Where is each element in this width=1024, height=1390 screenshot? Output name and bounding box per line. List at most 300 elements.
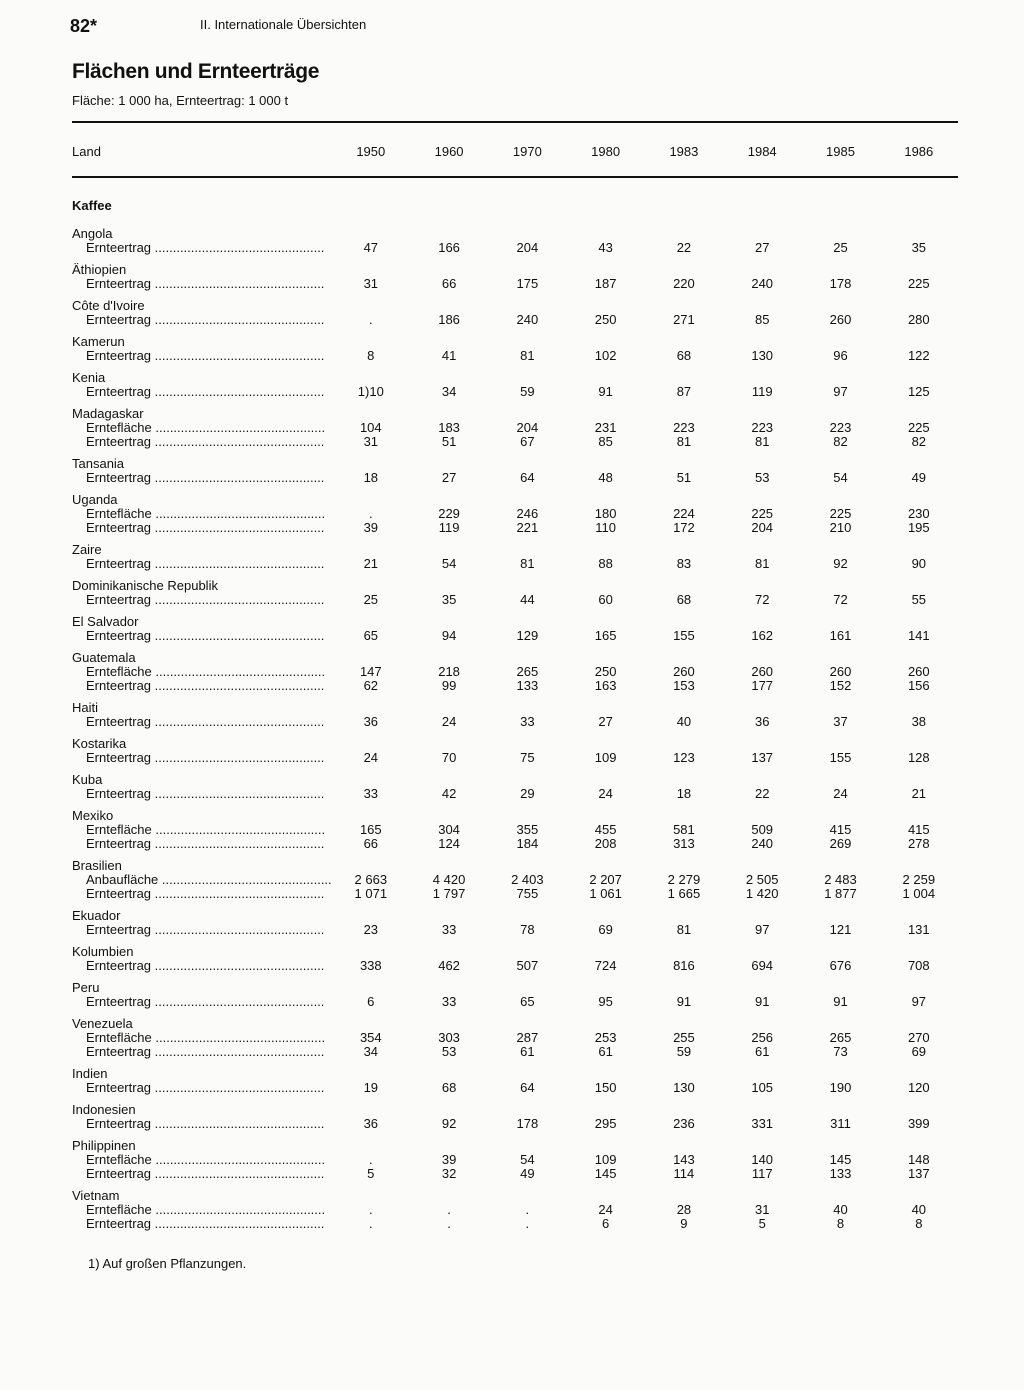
cell-value: 109 [594,750,617,765]
value-cell [332,535,410,571]
cell-value: 88 [598,556,613,571]
cell-value: 59 [520,384,535,399]
cell-value: 120 [907,1080,930,1095]
cell-value: 2 259 [902,872,936,887]
value-cell [488,1181,566,1231]
cell-value: 124 [438,836,460,851]
country-name: Tansania [72,456,125,471]
value-cell [488,729,566,765]
cell-value: 223 [751,420,774,435]
table-row [72,399,958,449]
cell-value: 65 [363,628,379,643]
cell-value: 221 [516,520,539,535]
cell-value: 68 [676,592,692,607]
cell-value: 21 [911,786,927,801]
cell-value: 69 [598,922,613,937]
value-cell [723,485,801,535]
value-cell [723,291,801,327]
cell-value: 210 [829,520,852,535]
cell-value: 278 [907,836,930,851]
value-cell [801,801,879,851]
value-cell [410,973,488,1009]
value-cell [801,1059,879,1095]
value-cell [332,1181,410,1231]
cell-value: 37 [833,714,848,729]
value-cell [488,449,566,485]
cell-value: 4 420 [432,872,466,887]
cell-value: 119 [438,520,460,535]
cell-value: 82 [833,434,848,449]
cell-value: 62 [363,678,379,693]
cell-value: 269 [829,836,852,851]
cell-value: 354 [359,1030,382,1045]
country-name: Äthiopien [72,262,127,277]
value-cell [723,1009,801,1059]
value-cell [723,765,801,801]
value-cell [880,1131,958,1181]
value-cell [801,607,879,643]
metric-label: Erntefläche ..... [72,1153,332,1167]
value-cell [645,901,723,937]
country-name: Haiti [72,700,99,715]
cell-value: 2 483 [824,872,857,887]
value-cell [410,901,488,937]
value-cell [723,973,801,1009]
value-cell [410,1009,488,1059]
value-cell [801,1131,879,1181]
value-cell [645,1009,723,1059]
cell-value: 27 [598,714,613,729]
value-cell [801,643,879,693]
row-label [72,765,332,801]
table-row [72,765,958,801]
country-name: Angola [72,226,113,241]
cell-value: 67 [520,434,535,449]
value-cell [410,1059,488,1095]
value-cell [488,973,566,1009]
cell-value: 85 [754,312,770,327]
table-row [72,607,958,643]
table-body [72,176,958,1231]
row-label [72,607,332,643]
row-label [72,729,332,765]
value-cell [332,1059,410,1095]
value-cell [488,937,566,973]
metric-label: Ernteertrag ..... [72,349,332,363]
cell-value: 42 [441,786,457,801]
row-label [72,901,332,937]
cell-value: 455 [594,822,617,837]
cell-value: . [525,1216,530,1231]
cell-value: 133 [516,678,539,693]
cell-value: 8 [915,1216,923,1231]
cell-value: 1 061 [589,886,622,901]
value-cell [801,399,879,449]
table-row [72,485,958,535]
value-cell [645,255,723,291]
cell-value: 145 [829,1152,852,1167]
cell-value: 91 [833,994,848,1009]
value-cell [723,851,801,901]
cell-value: 19 [363,1080,379,1095]
metric-label: Ernteertrag ..... [72,887,332,901]
value-cell [645,485,723,535]
cell-value: 61 [598,1044,613,1059]
value-cell [645,1131,723,1181]
value-cell [488,607,566,643]
cell-value: 24 [441,714,457,729]
value-cell [645,327,723,363]
country-name: Côte d'Ivoire [72,298,145,313]
cell-value: 187 [594,276,617,291]
column-header-year: 1950 [356,143,386,159]
value-cell [567,937,645,973]
country-name: Dominikanische Republik [72,578,218,593]
value-cell [567,255,645,291]
country-name: Kolumbien [72,944,134,959]
cell-value: 225 [829,506,852,521]
cell-value: 54 [441,556,457,571]
cell-value: . [368,312,373,327]
cell-value: . [447,1202,451,1217]
cell-value: 271 [673,312,695,327]
column-header-year: 1980 [591,143,621,159]
value-cell [488,851,566,901]
cell-value: 90 [911,556,927,571]
value-cell [723,1059,801,1095]
value-cell [880,1059,958,1095]
table-row [72,1059,958,1095]
metric-label: Ernteertrag ..... [72,593,332,607]
value-cell [801,327,879,363]
cell-value: 256 [751,1030,774,1045]
cell-value: 1 665 [667,886,701,901]
value-cell [567,219,645,255]
value-cell [567,535,645,571]
value-cell [410,937,488,973]
cell-value: 51 [676,470,692,485]
cell-value: 36 [363,1116,379,1131]
cell-value: 81 [520,556,535,571]
cell-value: 166 [438,240,460,255]
cell-value: . [368,1216,373,1231]
category-label: Kaffee [72,198,112,213]
table-row [72,801,958,851]
cell-value: 141 [907,628,930,643]
metric-label: Ernteertrag ..... [72,837,332,851]
value-cell [567,1131,645,1181]
value-cell [801,535,879,571]
row-label [72,327,332,363]
cell-value: 755 [516,886,539,901]
value-cell [410,363,488,399]
value-cell [880,327,958,363]
cell-value: 230 [907,506,930,521]
value-cell [801,291,879,327]
value-cell [488,693,566,729]
cell-value: 2 403 [511,872,544,887]
cell-value: 23 [363,922,379,937]
row-label [72,851,332,901]
value-cell [645,937,723,973]
cell-value: 31 [754,1202,770,1217]
cell-value: . [447,1216,451,1231]
cell-value: 231 [594,420,617,435]
cell-value: 40 [833,1202,848,1217]
cell-value: 53 [754,470,770,485]
cell-value: 331 [751,1116,774,1131]
column-header-year: 1985 [826,143,855,159]
value-cell [723,607,801,643]
value-cell [567,801,645,851]
country-name: Brasilien [72,858,122,873]
country-name: Philippinen [72,1138,136,1153]
table-row [72,1095,958,1131]
value-cell [880,485,958,535]
row-label [72,973,332,1009]
table-row [72,291,958,327]
metric-label: Ernteertrag ..... [72,715,332,729]
cell-value: 24 [598,1202,613,1217]
value-cell [332,729,410,765]
cell-value: 184 [516,836,539,851]
value-cell [332,1131,410,1181]
cell-value: 54 [520,1152,535,1167]
row-label [72,1095,332,1131]
table-row [72,937,958,973]
cell-value: 38 [911,714,927,729]
metric-label: Ernteertrag ..... [72,751,332,765]
section-title: II. Internationale Übersichten [200,17,367,32]
cell-value: 253 [594,1030,617,1045]
value-cell [645,607,723,643]
cell-value: 260 [829,312,852,327]
value-cell [410,693,488,729]
value-cell [567,485,645,535]
value-cell [880,801,958,851]
country-name: Kamerun [72,334,125,349]
row-label [72,643,332,693]
value-cell [645,643,723,693]
cell-value: 21 [363,556,379,571]
cell-value: 186 [438,312,460,327]
cell-value: 82 [911,434,927,449]
value-cell [567,1059,645,1095]
cell-value: 49 [520,1166,535,1181]
value-cell [723,901,801,937]
cell-value: 255 [673,1030,695,1045]
value-cell [880,901,958,937]
value-cell [723,363,801,399]
row-label [72,1009,332,1059]
value-cell [567,765,645,801]
table-row [72,693,958,729]
value-cell [488,1009,566,1059]
cell-value: 131 [907,922,930,937]
value-cell [488,219,566,255]
cell-value: 163 [594,678,617,693]
cell-value: 1 004 [902,886,936,901]
value-cell [567,1181,645,1231]
cell-value: 117 [751,1166,773,1181]
cell-value: 72 [833,592,848,607]
cell-value: 31 [363,276,379,291]
metric-label: Anbaufläche ..... [72,873,332,887]
value-cell [723,219,801,255]
value-cell [488,255,566,291]
value-cell [880,219,958,255]
column-header-year: 1984 [747,143,777,159]
value-cell [488,535,566,571]
value-cell [410,801,488,851]
table-row [72,973,958,1009]
cell-value: 507 [516,958,539,973]
value-cell [567,291,645,327]
value-cell [880,973,958,1009]
value-cell [488,291,566,327]
value-cell [880,1095,958,1131]
cell-value: 130 [751,348,774,363]
column-header-land: Land [72,143,101,159]
value-cell [488,643,566,693]
cell-value: 85 [598,434,613,449]
value-cell [567,571,645,607]
value-cell [567,729,645,765]
value-cell [880,535,958,571]
cell-value: 178 [516,1116,539,1131]
cell-value: 399 [907,1116,930,1131]
cell-value: 250 [594,664,617,679]
value-cell [880,449,958,485]
cell-value: 39 [363,520,379,535]
value-cell [488,901,566,937]
cell-value: 220 [673,276,695,291]
value-cell [332,607,410,643]
cell-value: 24 [363,750,379,765]
row-label [72,255,332,291]
country-name: Kostarika [72,736,127,751]
value-cell [488,1095,566,1131]
table-row [72,449,958,485]
cell-value: 208 [594,836,617,851]
value-cell [332,255,410,291]
country-name: Indien [72,1066,108,1081]
cell-value: 95 [598,994,613,1009]
value-cell [645,851,723,901]
cell-value: 27 [441,470,457,485]
value-cell [488,363,566,399]
row-label [72,1181,332,1231]
value-cell [801,485,879,535]
value-cell [880,291,958,327]
value-cell [801,1095,879,1131]
cell-value: 295 [594,1116,617,1131]
cell-value: 91 [598,384,613,399]
value-cell [332,327,410,363]
value-cell [410,485,488,535]
cell-value: 68 [441,1080,457,1095]
metric-label: Ernteertrag ..... [72,313,332,327]
cell-value: . [368,1202,373,1217]
value-cell [880,851,958,901]
value-cell [645,1095,723,1131]
cell-value: 140 [751,1152,774,1167]
cell-value: 5 [758,1216,766,1231]
cell-value: 147 [359,664,382,679]
metric-label: Erntefläche ..... [72,665,332,679]
value-cell [880,937,958,973]
value-cell [410,291,488,327]
cell-value: 137 [751,750,774,765]
value-cell [567,1095,645,1131]
metric-label: Ernteertrag ..... [72,521,332,535]
value-cell [488,1131,566,1181]
cell-value: 43 [598,240,613,255]
cell-value: 72 [754,592,770,607]
cell-value: 338 [359,958,382,973]
value-cell [410,1095,488,1131]
value-cell [801,937,879,973]
value-cell [410,327,488,363]
cell-value: 48 [598,470,613,485]
value-cell [645,363,723,399]
value-cell [332,1009,410,1059]
value-cell [880,1009,958,1059]
value-cell [488,327,566,363]
cell-value: 78 [520,922,535,937]
row-label [72,693,332,729]
value-cell [332,643,410,693]
top-rule [72,121,958,123]
cell-value: 1 797 [432,886,466,901]
metric-label: Ernteertrag ..... [72,1045,332,1059]
value-cell [801,571,879,607]
value-cell [801,363,879,399]
cell-value: 1 877 [824,886,857,901]
value-cell [410,1181,488,1231]
header-row [72,126,958,176]
value-cell [332,973,410,1009]
units-subtitle: Fläche: 1 000 ha, Ernteertrag: 1 000 t [72,93,289,108]
value-cell [801,449,879,485]
cell-value: 51 [441,434,457,449]
cell-value: 60 [598,592,613,607]
cell-value: 114 [673,1166,695,1181]
cell-value: 581 [673,822,695,837]
value-cell [801,729,879,765]
value-cell [567,643,645,693]
cell-value: 143 [673,1152,695,1167]
cell-value: 240 [516,312,539,327]
value-cell [645,801,723,851]
value-cell [410,1131,488,1181]
value-cell [410,571,488,607]
cell-value: 34 [363,1044,379,1059]
cell-value: 54 [833,470,848,485]
cell-value: 49 [911,470,927,485]
value-cell [410,643,488,693]
metric-label: Erntefläche ..... [72,1031,332,1045]
value-cell [723,571,801,607]
cell-value: 415 [907,822,930,837]
row-label [72,801,332,851]
value-cell [880,729,958,765]
cell-value: 66 [363,836,379,851]
cell-value: 676 [829,958,852,973]
value-cell [801,901,879,937]
value-cell [723,535,801,571]
value-cell [410,765,488,801]
